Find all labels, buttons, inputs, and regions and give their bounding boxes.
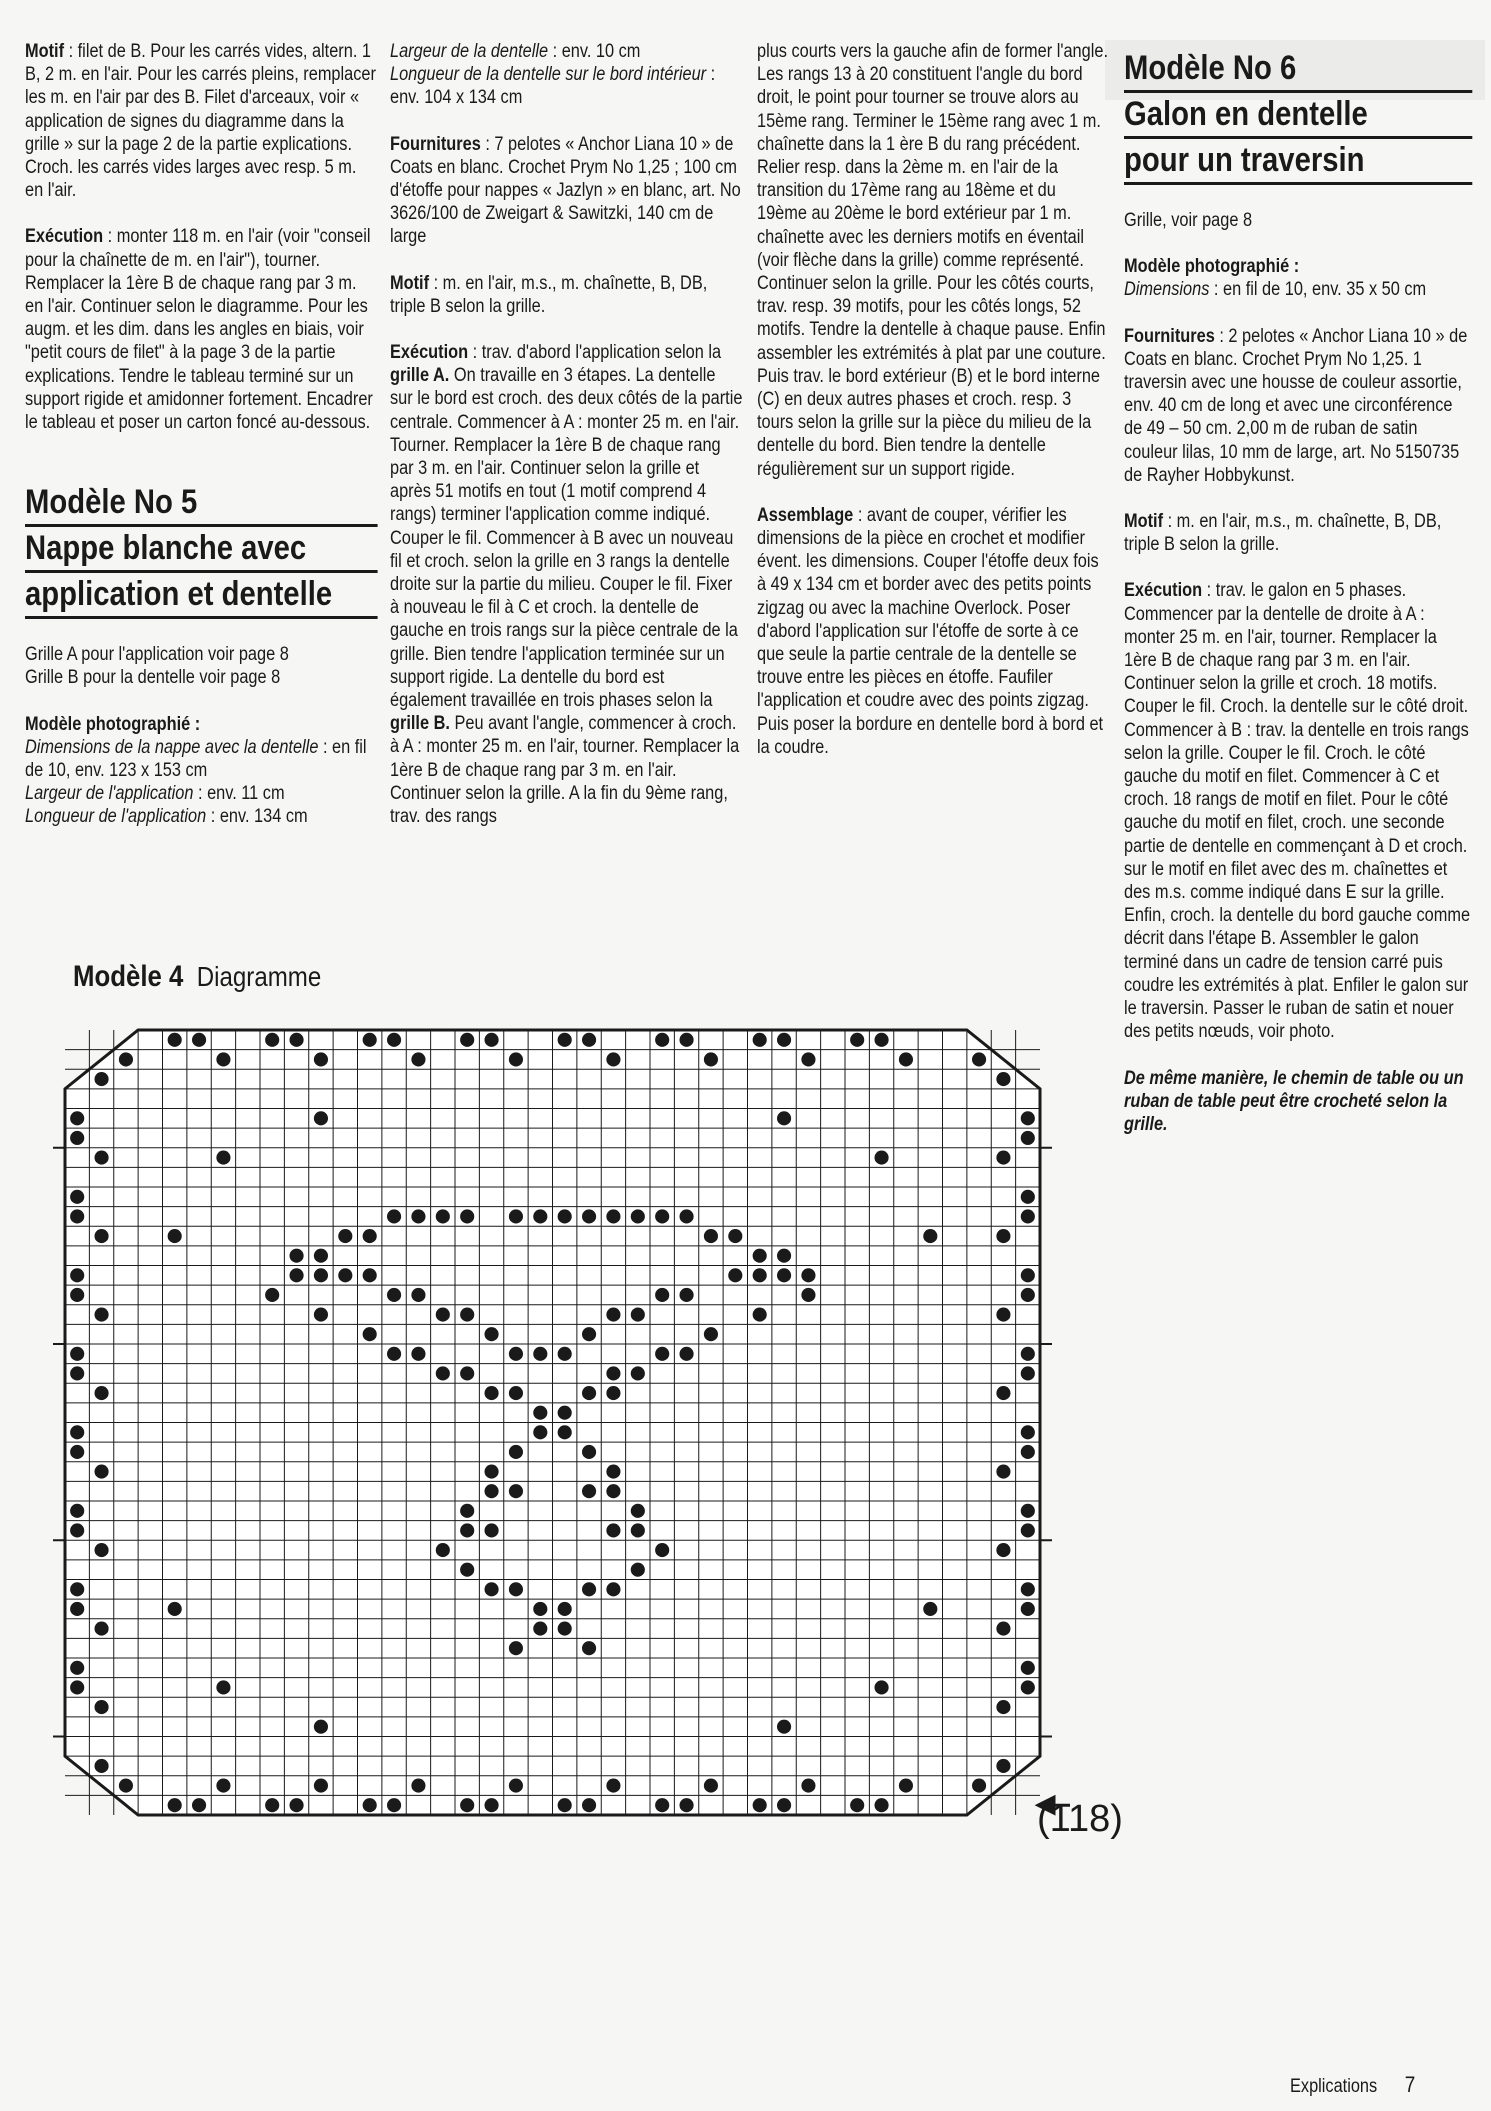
filled-square (363, 1327, 377, 1341)
diagram-model-label: Modèle 4 (73, 960, 184, 993)
filled-square (436, 1307, 450, 1321)
filled-square (216, 1680, 230, 1694)
filled-square (874, 1033, 888, 1047)
filled-square (265, 1798, 279, 1812)
filled-square (533, 1209, 547, 1223)
filled-square (94, 1700, 108, 1714)
filled-square (314, 1720, 328, 1734)
filled-square (655, 1033, 669, 1047)
filled-square (94, 1150, 108, 1164)
filled-square (484, 1484, 498, 1498)
filled-square (460, 1563, 474, 1577)
filled-square (509, 1052, 523, 1066)
filled-square (996, 1621, 1010, 1635)
filled-square (436, 1366, 450, 1380)
filled-square (119, 1052, 133, 1066)
assembly-text: : avant de couper, vérifier les dimensions de la pièce en crochet et modifier évent. les dimensions. Couper l'étoffe deux fois à 49 x 134 cm et border avec des petits points zigzag ou avec la machine Overlock. Poser d'abord l'application sur l'étoffe de sorte à ce que seule la partie centrale de la dentelle se trouve entre les pièces en étoffe. Faufiler l'application et coudre avec des points zigzag. Puis poser la bordure en dentelle bord à bord et la coudre. (757, 504, 1104, 758)
dimensions-label: Dimensions de la nappe avec la dentelle (25, 736, 319, 758)
filled-square (70, 1602, 84, 1616)
heading-line: Modèle No 5 (25, 482, 378, 527)
filled-square (1021, 1425, 1035, 1439)
filled-square (972, 1052, 986, 1066)
filled-square (728, 1268, 742, 1282)
filled-square (631, 1307, 645, 1321)
filled-square (94, 1307, 108, 1321)
filled-square (1021, 1347, 1035, 1361)
filled-square (484, 1464, 498, 1478)
filled-square (509, 1347, 523, 1361)
filled-square (558, 1209, 572, 1223)
filled-square (801, 1052, 815, 1066)
filled-square (631, 1523, 645, 1537)
filled-square (70, 1661, 84, 1675)
filled-square (411, 1778, 425, 1792)
filled-square (777, 1249, 791, 1263)
filled-square (363, 1268, 377, 1282)
execution-text: On travaille en 3 étapes. La dentelle sur le bord est croch. des deux côtés de la partie centrale. Commencer à A : monter 25 m. en l'air. Tourner. Remplacer la 1ère B de chaque rang par 3 m. en l'air. Continuer selon la grille et après 51 motifs en tout (1 motif comprend 4 rangs) terminer l'application comme indiqué. Couper le fil. Commencer à B avec un nouveau fil et croch. selon la grille en 3 rangs la dentelle droite sur la partie du milieu. Couper le fil. Fixer à nouveau le fil à C et croch. la dentelle de gauche en trois rangs sur la pièce centrale de la grille. Bien tendre l'application terminée sur un support rigide. La dentelle du bord est également travaillée en trois phases selon la (390, 365, 743, 712)
grid-lines (65, 1030, 1040, 1815)
dimensions-value: : en fil de 10, env. 123 x 153 cm (25, 736, 367, 782)
filled-square (70, 1131, 84, 1145)
filled-square (289, 1033, 303, 1047)
filled-square (70, 1523, 84, 1537)
motif-label: Motif (390, 272, 430, 294)
lace-width-value: : env. 10 cm (552, 41, 641, 62)
filled-square (753, 1268, 767, 1282)
filled-square (460, 1033, 474, 1047)
filled-square (606, 1582, 620, 1596)
filled-square (168, 1229, 182, 1243)
motif-text: : m. en l'air, m.s., m. chaînette, B, DB, triple B selon la grille. (390, 272, 708, 317)
filled-square (1021, 1504, 1035, 1518)
filled-square (801, 1288, 815, 1302)
filled-square (484, 1327, 498, 1341)
filled-square (582, 1445, 596, 1459)
motif-label: Motif (1124, 511, 1164, 533)
filled-square (387, 1033, 401, 1047)
filled-square (582, 1582, 596, 1596)
filled-square (1021, 1288, 1035, 1302)
execution-label: Exécution (25, 226, 104, 248)
filled-square (679, 1347, 693, 1361)
filled-square (363, 1229, 377, 1243)
filled-square (582, 1386, 596, 1400)
filled-square (216, 1150, 230, 1164)
filled-square (70, 1288, 84, 1302)
filled-square (509, 1209, 523, 1223)
filled-square (606, 1464, 620, 1478)
filled-square (192, 1798, 206, 1812)
filled-square (314, 1052, 328, 1066)
filled-square (533, 1347, 547, 1361)
filled-square (801, 1778, 815, 1792)
filled-square (1021, 1523, 1035, 1537)
filled-square (94, 1386, 108, 1400)
application-length-label: Longueur de l'application (25, 806, 207, 828)
execution-text: : trav. d'abord l'application selon la (472, 342, 722, 364)
filled-square (679, 1033, 693, 1047)
application-width-label: Largeur de l'application (25, 783, 194, 805)
execution-text: : monter 118 m. en l'air (voir "conseil pour la chaînette de m. en l'air"), tourner. Remplacer la 1ère B de chaque rang par 3 m. en l'air. Continuer selon le diagramme. Pour les augm. et les dim. dans les angles en biais, voir "petit cours de filet" à la page 3 de la partie explications. Tendre le tableau terminé sur un support rigide et amidonner fortement. Encadrer le tableau et poser un carton foncé au-dessous. (25, 226, 373, 434)
motif-text: : m. en l'air, m.s., m. chaînette, B, DB, triple B selon la grille. (1124, 511, 1442, 556)
filled-square (314, 1111, 328, 1125)
filled-square (265, 1288, 279, 1302)
heading-line: pour un traversin (1124, 140, 1472, 185)
filled-square (363, 1798, 377, 1812)
filled-square (460, 1307, 474, 1321)
filled-square (387, 1288, 401, 1302)
filled-square (460, 1366, 474, 1380)
filled-square (314, 1307, 328, 1321)
filled-square (70, 1209, 84, 1223)
filled-square (484, 1582, 498, 1596)
filled-square (94, 1621, 108, 1635)
filled-square (70, 1425, 84, 1439)
filled-square (582, 1033, 596, 1047)
filled-square (631, 1366, 645, 1380)
filled-square (655, 1543, 669, 1557)
filled-square (1021, 1209, 1035, 1223)
filled-square (582, 1798, 596, 1812)
filled-square (777, 1111, 791, 1125)
filled-square (558, 1425, 572, 1439)
filled-square (436, 1543, 450, 1557)
heading-line: application et dentelle (25, 574, 378, 619)
filled-square (606, 1386, 620, 1400)
filled-square (606, 1052, 620, 1066)
filled-square (484, 1033, 498, 1047)
filled-square (631, 1504, 645, 1518)
filled-square (655, 1347, 669, 1361)
filled-square (387, 1798, 401, 1812)
filled-square (655, 1209, 669, 1223)
filled-square (996, 1700, 1010, 1714)
filled-square (168, 1602, 182, 1616)
filled-square (972, 1778, 986, 1792)
filled-square (753, 1033, 767, 1047)
filled-square (533, 1425, 547, 1439)
filled-square (94, 1759, 108, 1773)
filled-square (1021, 1111, 1035, 1125)
application-width-value: : env. 11 cm (197, 783, 285, 805)
filled-square (777, 1268, 791, 1282)
filled-square (923, 1602, 937, 1616)
dimensions-label: Dimensions (1124, 279, 1210, 301)
filled-square (874, 1680, 888, 1694)
filled-square (1021, 1602, 1035, 1616)
filled-square (850, 1798, 864, 1812)
filled-square (484, 1386, 498, 1400)
heading-line: Nappe blanche avec (25, 528, 378, 573)
filled-square (70, 1347, 84, 1361)
filled-square (411, 1288, 425, 1302)
filled-square (996, 1464, 1010, 1478)
filled-square (704, 1327, 718, 1341)
grid-a-ref: grille A. (390, 365, 450, 387)
filled-square (558, 1798, 572, 1812)
filled-square (996, 1150, 1010, 1164)
filled-square (70, 1190, 84, 1204)
filled-square (70, 1504, 84, 1518)
filled-square (679, 1798, 693, 1812)
filled-square (996, 1307, 1010, 1321)
filled-square (1021, 1582, 1035, 1596)
heading-line: Modèle No 6 (1124, 48, 1472, 93)
page-number: 7 (1404, 2072, 1416, 2097)
filled-square (558, 1033, 572, 1047)
filled-square (460, 1523, 474, 1537)
filled-square (582, 1641, 596, 1655)
filled-square (363, 1033, 377, 1047)
photographed-label: Modèle photographié : (25, 713, 201, 735)
filled-square (70, 1582, 84, 1596)
filled-square (460, 1209, 474, 1223)
filled-square (899, 1052, 913, 1066)
filled-square (704, 1229, 718, 1243)
filled-square (94, 1072, 108, 1086)
motif-label: Motif (25, 41, 65, 62)
filled-square (411, 1347, 425, 1361)
filled-square (850, 1033, 864, 1047)
grid-ref: Grille, voir page 8 (1124, 210, 1253, 231)
lace-length-value: : env. 104 x 134 cm (390, 64, 716, 109)
filled-square (631, 1563, 645, 1577)
stitch-count-label: (118) (1037, 1798, 1123, 1840)
filled-square (70, 1445, 84, 1459)
filled-square (996, 1543, 1010, 1557)
filled-square (1021, 1661, 1035, 1675)
filled-square (314, 1778, 328, 1792)
filled-square (996, 1759, 1010, 1773)
filled-square (436, 1209, 450, 1223)
filled-square (289, 1249, 303, 1263)
filled-square (509, 1778, 523, 1792)
supplies-label: Fournitures (1124, 325, 1215, 347)
footer-section: Explications (1290, 2076, 1378, 2097)
filled-square (582, 1484, 596, 1498)
filled-square (777, 1720, 791, 1734)
filled-square (1021, 1190, 1035, 1204)
grid-b-ref: grille B. (390, 713, 450, 735)
filled-square (192, 1033, 206, 1047)
page-footer (1290, 2072, 1415, 2098)
filled-square (168, 1033, 182, 1047)
filled-square (996, 1229, 1010, 1243)
filled-square (387, 1209, 401, 1223)
filled-square (70, 1366, 84, 1380)
filled-square (484, 1798, 498, 1812)
filled-square (387, 1347, 401, 1361)
filled-square (1021, 1366, 1035, 1380)
filled-square (606, 1366, 620, 1380)
filled-square (996, 1386, 1010, 1400)
filled-square (533, 1406, 547, 1420)
filled-square (582, 1209, 596, 1223)
filled-square (460, 1798, 474, 1812)
heading-line: Galon en dentelle (1124, 94, 1472, 139)
filled-square (704, 1052, 718, 1066)
filled-square (70, 1680, 84, 1694)
filled-square (1021, 1268, 1035, 1282)
filled-square (606, 1484, 620, 1498)
filled-square (899, 1778, 913, 1792)
execution-label: Exécution (1124, 580, 1203, 602)
filled-square (655, 1798, 669, 1812)
dimensions-value: : en fil de 10, env. 35 x 50 cm (1213, 279, 1427, 301)
filled-square (314, 1268, 328, 1282)
filled-square (558, 1406, 572, 1420)
filled-square (509, 1386, 523, 1400)
execution-label: Exécution (390, 342, 469, 364)
filled-square (753, 1307, 767, 1321)
lace-length-label: Longueur de la dentelle sur le bord intérieur (390, 64, 707, 86)
filled-square (582, 1327, 596, 1341)
filled-square (631, 1209, 645, 1223)
filled-square (314, 1249, 328, 1263)
filled-square (996, 1072, 1010, 1086)
filled-square (777, 1033, 791, 1047)
filled-square (679, 1209, 693, 1223)
photographed-label: Modèle photographié : (1124, 256, 1300, 278)
filled-square (728, 1229, 742, 1243)
filled-square (1021, 1445, 1035, 1459)
diagram-label: Diagramme (196, 961, 322, 992)
filled-square (119, 1778, 133, 1792)
filled-square (216, 1052, 230, 1066)
filled-square (289, 1798, 303, 1812)
filled-square (1021, 1131, 1035, 1145)
application-length-value: : env. 134 cm (210, 806, 308, 828)
filled-square (1021, 1680, 1035, 1694)
filled-square (509, 1641, 523, 1655)
filled-square (606, 1209, 620, 1223)
filled-square (70, 1268, 84, 1282)
filled-square (606, 1778, 620, 1792)
filled-square (338, 1268, 352, 1282)
filled-square (923, 1229, 937, 1243)
filled-square (289, 1268, 303, 1282)
filled-square (533, 1602, 547, 1616)
filled-square (94, 1229, 108, 1243)
filled-square (533, 1621, 547, 1635)
supplies-text: : 7 pelotes « Anchor Liana 10 » de Coats en blanc. Crochet Prym No 1,25 ; 100 cm d'étoffe pour nappes « Jazlyn » en blanc, art. No 3626/100 de Zweigart & Sawitzki, 140 cm de large (390, 133, 741, 248)
grid-b-ref: Grille B pour la dentelle voir page 8 (25, 667, 281, 689)
filled-square (411, 1209, 425, 1223)
supplies-label: Fournitures (390, 133, 481, 155)
filled-square (94, 1464, 108, 1478)
filled-square (606, 1307, 620, 1321)
filled-square (558, 1347, 572, 1361)
filled-square (558, 1602, 572, 1616)
filled-square (874, 1150, 888, 1164)
filled-square (411, 1052, 425, 1066)
filled-square (70, 1111, 84, 1125)
filled-square (509, 1445, 523, 1459)
supplies-text: : 2 pelotes « Anchor Liana 10 » de Coats en blanc. Crochet Prym No 1,25. 1 traversin avec une housse de couleur assortie, env. 40 cm de long et avec une circonférence de 49 – 50 cm. 2,00 m de ruban de satin couleur lilas, 10 mm de large, art. No 5150735 de Rayher Hobbykunst. (1124, 325, 1468, 486)
closing-note: De même manière, le chemin de table ou un ruban de table peut être crocheté selon la grille. (1124, 1067, 1464, 1135)
filled-square (94, 1543, 108, 1557)
filled-square (509, 1582, 523, 1596)
filled-square (484, 1523, 498, 1537)
lace-width-label: Largeur de la dentelle (390, 41, 549, 62)
filled-square (753, 1798, 767, 1812)
assembly-label: Assemblage (757, 504, 854, 526)
execution-text: Peu avant l'angle, commencer à croch. à A : monter 25 m. en l'air, tourner. Remplacer la 1ère B de chaque rang par 3 m. en l'air. Continuer selon la grille. A la fin du 9ème rang, trav. des rangs (390, 713, 740, 828)
filled-square (874, 1798, 888, 1812)
filled-square (558, 1621, 572, 1635)
filled-square (801, 1268, 815, 1282)
grid-a-ref: Grille A pour l'application voir page 8 (25, 644, 289, 666)
filled-square (509, 1484, 523, 1498)
filled-square (606, 1523, 620, 1537)
filled-square (679, 1288, 693, 1302)
continuation-paragraph: plus courts vers la gauche afin de former l'angle. Les rangs 13 à 20 constituent l'angle du bord droit, le point pour tourner se trouve alors au 15ème rang. Terminer le 15ème rang avec 1 m. chaînette dans la 1 ère B du rang précédent. Relier resp. dans la 2ème m. en l'air de la transition du 17ème rang au 18ème et du 19ème au 20ème le bord extérieur par 1 m. chaînette avec les derniers motifs en éventail (voir flèche dans la grille) comme représenté. Continuer selon la grille. Pour les côtés courts, trav. resp. 39 motifs, pour les côtés longs, 52 motifs. Tendre la dentelle à chaque pause. Enfin assembler les extrémités à plat par une couture. Puis trav. le bord extérieur (B) et le bord interne (C) en deux autres phases et croch. resp. 3 tours selon la grille sur la pièce du milieu de la dentelle du bord. Bien tendre la dentelle régulièrement sur un support rigide. (757, 41, 1108, 480)
filled-square (777, 1798, 791, 1812)
filled-square (704, 1778, 718, 1792)
motif-text: : filet de B. Pour les carrés vides, altern. 1 B, 2 m. en l'air. Pour les carrés pleins, remplacer les m. en l'air par des B. Filet d'arceaux, voir « application de signes du diagramme dans la grille » sur la page 2 de la partie explications. Croch. les carrés vides larges avec resp. 5 m. en l'air. (25, 41, 376, 202)
filled-square (265, 1033, 279, 1047)
filled-square (168, 1798, 182, 1812)
filled-square (753, 1249, 767, 1263)
execution-text: : trav. le galon en 5 phases. Commencer par la dentelle de droite à A : monter 25 m. en l'air, tourner. Remplacer la 1ère B de chaque rang par 3 m. en l'air. Continuer selon la grille et croch. 18 motifs. Couper le fil. Croch. la dentelle sur le côté droit. Commencer à B : trav. la dentelle en trois rangs selon la grille. Couper le fil. Croch. le côté gauche du motif en filet. Commencer à C et croch. 18 rangs de motif en filet. Pour le côté gauche du motif en filet, croch. une seconde partie de dentelle en commençant à D et croch. sur le motif en filet avec des m. chaînettes et des m.s. comme indiqué dans E sur la grille. Enfin, croch. la dentelle du bord gauche comme décrit dans l'étape B. Assembler le galon terminé dans un cadre de tension carré puis coudre les extrémités à plat. Enfiler le galon sur le traversin. Passer le ruban de satin et nouer des petits nœuds, voir photo. (1124, 580, 1471, 1043)
filled-square (216, 1778, 230, 1792)
filled-square (460, 1504, 474, 1518)
filled-square (338, 1229, 352, 1243)
filled-square (655, 1288, 669, 1302)
